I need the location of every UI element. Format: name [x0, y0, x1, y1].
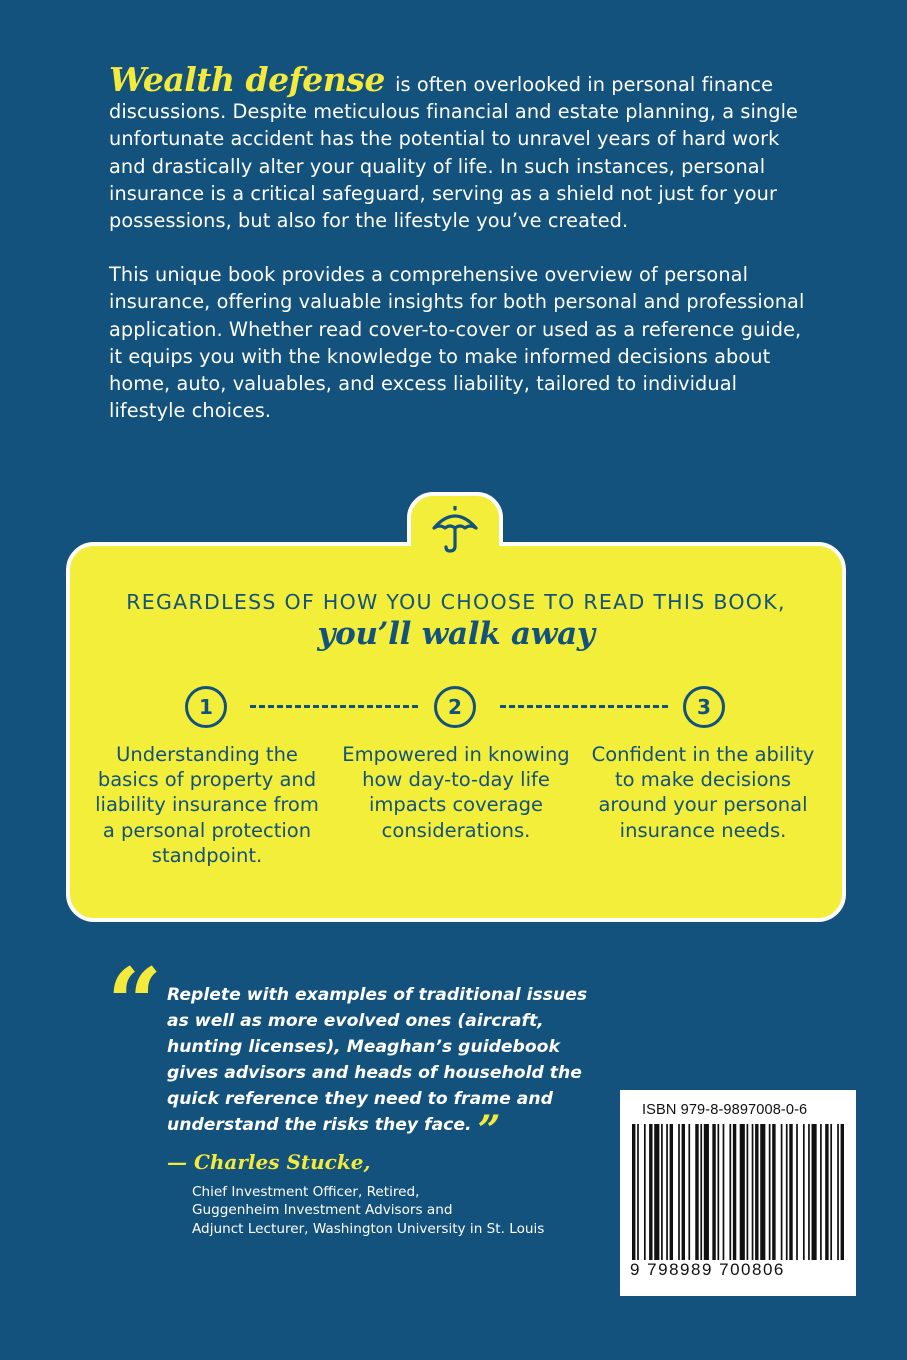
testimonial-quote — [167, 982, 597, 1155]
step-connector-1 — [250, 705, 418, 708]
intro-paragraph-1-text: is often overlooked in personal finance discussions. Despite meticulous financial and estate planning, a single unfortunate accident has the potential to unravel years of hard work and drastically alter your quality of life. In such instances, personal insurance is a critical safeguard, serving as a shield not just for your possessions, but also for the lifestyle you’ve created. — [109, 73, 799, 233]
barcode-bar — [812, 1124, 817, 1260]
barcode-bar — [717, 1124, 719, 1260]
barcode-bar — [654, 1124, 659, 1260]
barcode-bar — [830, 1124, 832, 1260]
step-2-text: Empowered in knowing how day-to-day life impacts coverage considerations. — [342, 743, 570, 842]
barcode-bar — [755, 1124, 758, 1260]
barcode-bar — [820, 1124, 822, 1260]
barcode-bar — [670, 1124, 673, 1260]
intro-text — [109, 60, 809, 424]
step-3-text: Confident in the ability to make decisions around your personal insurance needs. — [591, 743, 815, 842]
barcode-bar — [661, 1124, 663, 1260]
barcode-icon — [632, 1124, 844, 1260]
testimonial-author: — Charles Stucke, — [167, 1150, 371, 1174]
barcode-bar — [678, 1124, 680, 1260]
umbrella-icon — [430, 506, 480, 554]
barcode-bar — [637, 1124, 639, 1260]
role-line-2: Guggenheim Investment Advisors and — [192, 1202, 453, 1219]
barcode-bar — [781, 1124, 783, 1260]
barcode-bar — [760, 1124, 765, 1260]
barcode-panel — [620, 1090, 856, 1296]
isbn-number: ISBN 979-8-9897008-0-6 — [642, 1102, 808, 1118]
barcode-bar — [837, 1124, 839, 1260]
barcode-bar — [796, 1124, 798, 1260]
barcode-bar — [752, 1124, 754, 1260]
step-connector-2 — [500, 705, 668, 708]
barcode-bar — [712, 1124, 715, 1260]
barcode-bar — [769, 1124, 771, 1260]
barcode-bar — [644, 1124, 646, 1260]
callout-box — [66, 542, 846, 922]
barcode-bar — [808, 1124, 810, 1260]
barcode-bar — [723, 1124, 725, 1260]
role-line-1: Chief Investment Officer, Retired, — [192, 1184, 420, 1200]
barcode-bar — [632, 1124, 635, 1260]
barcode-bar — [825, 1124, 828, 1260]
barcode-digits: 9 798989 700806 — [630, 1260, 785, 1279]
barcode-bar — [789, 1124, 792, 1260]
barcode-bar — [747, 1124, 749, 1260]
barcode-bar — [704, 1124, 709, 1260]
barcode-bar — [649, 1124, 652, 1260]
barcode-bar — [733, 1124, 736, 1260]
barcode-bar — [700, 1124, 702, 1260]
barcode-bar — [772, 1124, 775, 1260]
intro-paragraph-1 — [109, 60, 809, 234]
callout-heading: REGARDLESS OF HOW YOU CHOOSE TO READ THIS BOOK, — [126, 590, 786, 614]
barcode-bar — [841, 1124, 844, 1260]
barcode-bar — [803, 1124, 805, 1260]
callout-subheading: you’ll walk away — [317, 616, 595, 652]
barcode-bar — [729, 1124, 731, 1260]
testimonial-quote-text: Replete with examples of traditional issues as well as more evolved ones (aircraft, hunting licenses), Meaghan’s guidebook gives advisors and heads of household the quick reference they need to frame and understand the risks they face. — [167, 985, 588, 1136]
wealth-defense-lead: Wealth defense — [109, 60, 385, 99]
step-2-number: 2 — [434, 686, 476, 728]
barcode-bar — [786, 1124, 788, 1260]
barcode-bar — [688, 1124, 690, 1260]
barcode-bar — [682, 1124, 685, 1260]
open-quote-mark: “ — [107, 947, 155, 1060]
step-1-number: 1 — [185, 686, 227, 728]
testimonial-author-role — [192, 1183, 612, 1238]
barcode-bar — [666, 1124, 668, 1260]
intro-paragraph-2: This unique book provides a comprehensive overview of personal insurance, offering valuable insights for both personal and professional application. Whether read cover-to-cover or used as a reference guide, it equips you with the knowledge to make informed decisions about home, auto, valuables, and excess liability, tailored to individual lifestyle choices. — [109, 263, 805, 423]
barcode-bar — [740, 1124, 745, 1260]
role-line-3: Adjunct Lecturer, Washington University in St. Louis — [192, 1220, 545, 1237]
step-1-text: Understanding the basics of property and liability insurance from a personal protection standpoint. — [95, 743, 319, 867]
step-3-number: 3 — [683, 686, 725, 728]
close-quote-mark: ” — [477, 1107, 497, 1155]
barcode-bar — [695, 1124, 698, 1260]
